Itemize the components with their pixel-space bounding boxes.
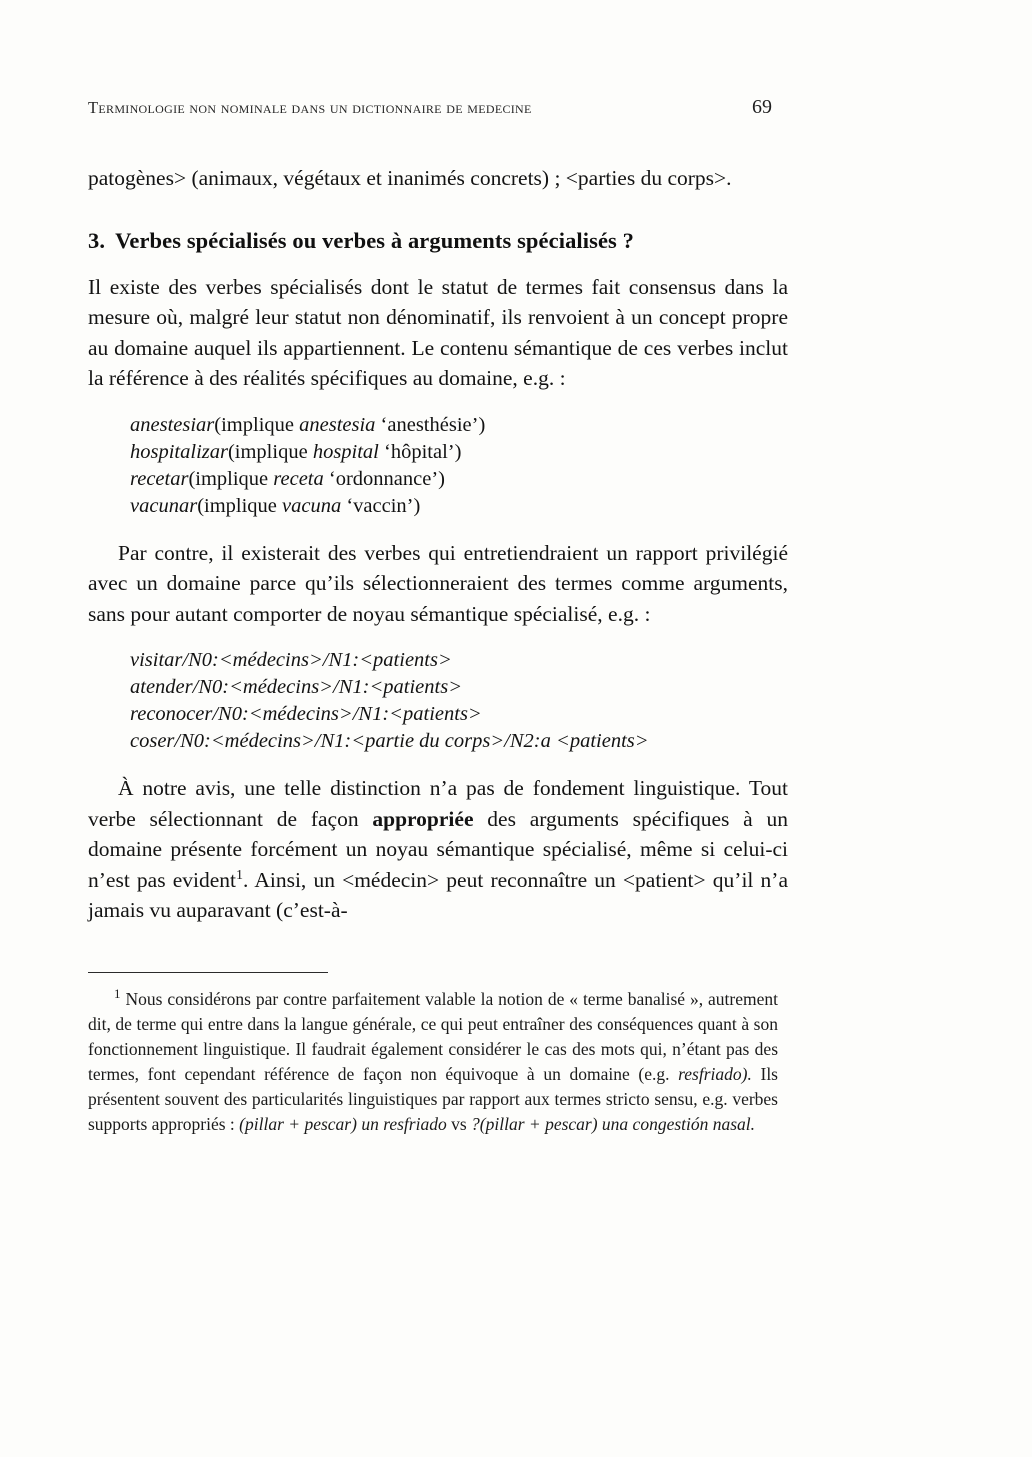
example-item <box>130 466 788 493</box>
footnote-part-b: Ils présentent souvent des particularités linguistiques par rapport aux termes stricto sensu, e.g. verbes supports appropriés : <box>88 1063 778 1134</box>
example-list-1 <box>88 412 788 520</box>
paragraph-3 <box>88 773 788 926</box>
example-item <box>130 439 788 466</box>
running-head <box>88 96 778 119</box>
paragraph-2: Par contre, il existerait des verbes qui entretiendraient un rapport privilégié avec un domaine parce qu’ils sélectionneraient des termes comme arguments, sans pour autant comporter de noyau sémantique spécialisé, e.g. : <box>88 540 788 626</box>
paragraph-3-part-b: des arguments spécifiques à un domaine présente forcément un noyau sémantique spécialisé, même si celui-ci n’est pas evident <box>88 806 789 892</box>
example-item <box>130 412 788 439</box>
example-gloss-pre: (implique <box>188 467 274 490</box>
section-title: Verbes spécialisés ou verbes à arguments spécialisés ? <box>115 227 634 253</box>
example-gloss-pre: (implique <box>227 440 313 463</box>
example-gloss-post: ‘ordonnance’) <box>323 467 445 490</box>
footnote-italic-2: (pillar + pescar) un resfriado <box>239 1113 447 1134</box>
paragraph-continued: patogènes> (animaux, végétaux et inanimés concrets) ; <parties du corps>. <box>88 166 732 190</box>
example-implied: receta <box>273 467 324 490</box>
example-item: reconocer/N0:<médecins>/N1:<patients> <box>130 703 482 725</box>
footnote-italic-1: resfriado). <box>678 1063 752 1084</box>
example-verb: hospitalizar <box>130 440 228 463</box>
example-implied: hospital <box>312 440 379 463</box>
example-list-2 <box>88 647 788 755</box>
footnote-text <box>88 987 778 1137</box>
section-heading <box>88 228 788 254</box>
footnote-reference[interactable]: 1 <box>236 867 244 883</box>
paragraph-1: Il existe des verbes spécialisés dont le statut de termes fait consensus dans la mesure où, malgré leur statut non dénominatif, ils renvoient à un concept propre au domaine auquel ils appartiennent. Le contenu sémantique de ces verbes inclut la référence à des réalités spécifiques au domaine, e.g. : <box>88 274 788 390</box>
footnote-mark: 1 <box>114 985 121 1001</box>
example-verb: anestesiar <box>130 413 215 436</box>
example-gloss-post: ‘hôpital’) <box>378 440 462 463</box>
footnote-separator <box>88 972 328 973</box>
page-number: 69 <box>752 96 772 118</box>
example-implied: vacuna <box>282 494 342 517</box>
paragraph-3-part-c: . Ainsi, un <médecin> peut reconnaître un <patient> qu’il n’a jamais vu auparavant (c’est-à- <box>88 867 788 922</box>
example-gloss-post: ‘vaccin’) <box>341 494 421 517</box>
example-item: visitar/N0:<médecins>/N1:<patients> <box>130 649 452 671</box>
example-verb: vacunar <box>130 494 198 517</box>
page-content <box>88 96 788 1137</box>
paragraph-3-emphasis: appropriée <box>372 806 474 831</box>
example-gloss-pre: (implique <box>214 413 300 436</box>
footnote-part-c: vs <box>446 1113 472 1134</box>
example-verb: recetar <box>130 467 189 490</box>
example-item: atender/N0:<médecins>/N1:<patients> <box>130 676 463 698</box>
footnote-part-a: Nous considérons par contre parfaitement valable la notion de « terme banalisé », autrement dit, de terme qui entre dans la langue générale, ce qui peut entraîner des conséquences quant à son fonctionnement linguistique. Il faudrait également considérer le cas des mots qui, n’étant pas des termes, font cependant référence de façon non équivoque à un domaine (e.g. <box>88 988 778 1084</box>
example-item <box>130 493 788 520</box>
section-number: 3. <box>88 227 106 253</box>
example-item: coser/N0:<médecins>/N1:<partie du corps>/N2:a <patients> <box>130 730 649 752</box>
running-head-title: Terminologie non nominale dans un dictionnaire de medecine <box>88 98 532 117</box>
footnote-italic-3: ?(pillar + pescar) una congestión nasal. <box>471 1113 756 1134</box>
paragraph-3-part-a: À notre avis, une telle distinction n’a pas de fondement linguistique. Tout verbe sélectionnant de façon <box>88 776 788 831</box>
example-gloss-pre: (implique <box>197 494 283 517</box>
example-gloss-post: ‘anesthésie’) <box>375 413 486 436</box>
footnote-block <box>88 972 778 1137</box>
example-implied: anestesia <box>299 413 376 436</box>
